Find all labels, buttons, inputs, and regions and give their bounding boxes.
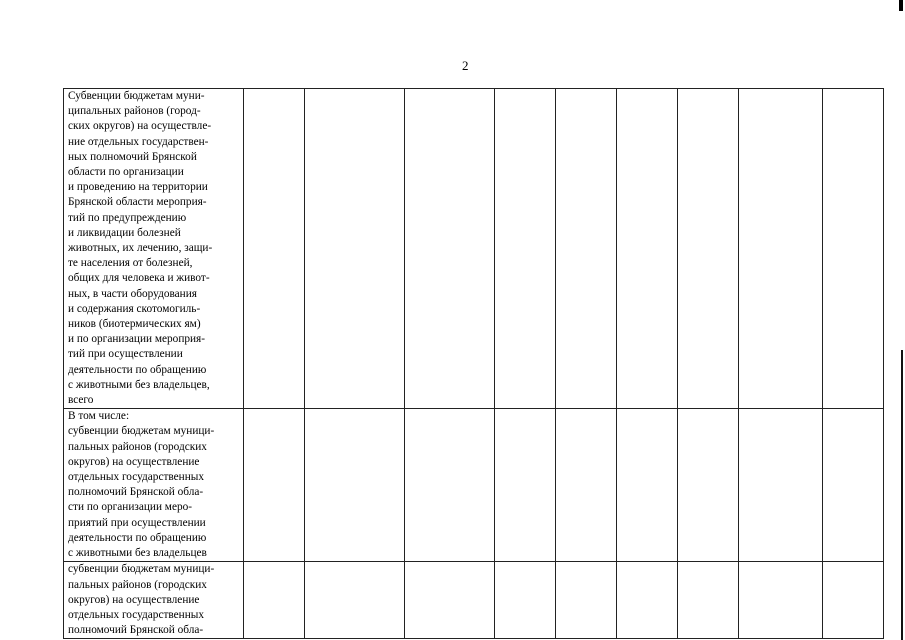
table-cell <box>405 89 495 409</box>
table-cell <box>244 562 305 639</box>
row-label: Субвенции бюджетам муни- ципальных районов (город- ских округов) на осуществле- ние отдельных государствен- ных полномочий Брянской области по организации и проведению на территории Брянской области мероприя- тий по предупреждению и ликвидации болезней животных, их лечению, защи- те населения от болезней, общих для человека и живот- ных, в части оборудования и содержания скотомогиль- ников (биотермических ям) и по организации мероприя- тий при осуществлении деятельности по обращению с животными без владельцев, всего <box>64 89 244 409</box>
table-cell <box>405 562 495 639</box>
table-cell <box>305 562 405 639</box>
table-cell <box>617 409 678 562</box>
table-cell <box>556 89 617 409</box>
table-row <box>64 89 884 409</box>
table-cell <box>823 562 884 639</box>
subvention-table <box>63 88 884 639</box>
table-row <box>64 562 884 639</box>
table-cell <box>678 562 739 639</box>
table-cell <box>556 409 617 562</box>
table-cell <box>617 89 678 409</box>
scan-edge-line <box>901 350 903 640</box>
table-cell <box>556 562 617 639</box>
table-cell <box>495 562 556 639</box>
table-cell <box>678 409 739 562</box>
table-cell <box>823 89 884 409</box>
table-cell <box>405 409 495 562</box>
table-cell <box>305 409 405 562</box>
table-cell <box>495 409 556 562</box>
scan-edge-mark <box>899 0 903 11</box>
table-cell <box>305 89 405 409</box>
table-cell <box>823 409 884 562</box>
row-label: В том числе: субвенции бюджетам муници- пальных районов (городских округов) на осуществление отдельных государственных полномочий Брянской обла- сти по организации меро- приятий при осуществлении деятельности по обращению с животными без владельцев <box>64 409 244 562</box>
table-cell <box>739 562 823 639</box>
table-row <box>64 409 884 562</box>
table-cell <box>244 89 305 409</box>
table-cell <box>739 89 823 409</box>
page-number: 2 <box>462 58 469 73</box>
table-cell <box>617 562 678 639</box>
table-cell <box>678 89 739 409</box>
table-cell <box>739 409 823 562</box>
row-label: субвенции бюджетам муници- пальных районов (городских округов) на осуществление отдельных государственных полномочий Брянской обла- <box>64 562 244 639</box>
table-cell <box>244 409 305 562</box>
table-cell <box>495 89 556 409</box>
